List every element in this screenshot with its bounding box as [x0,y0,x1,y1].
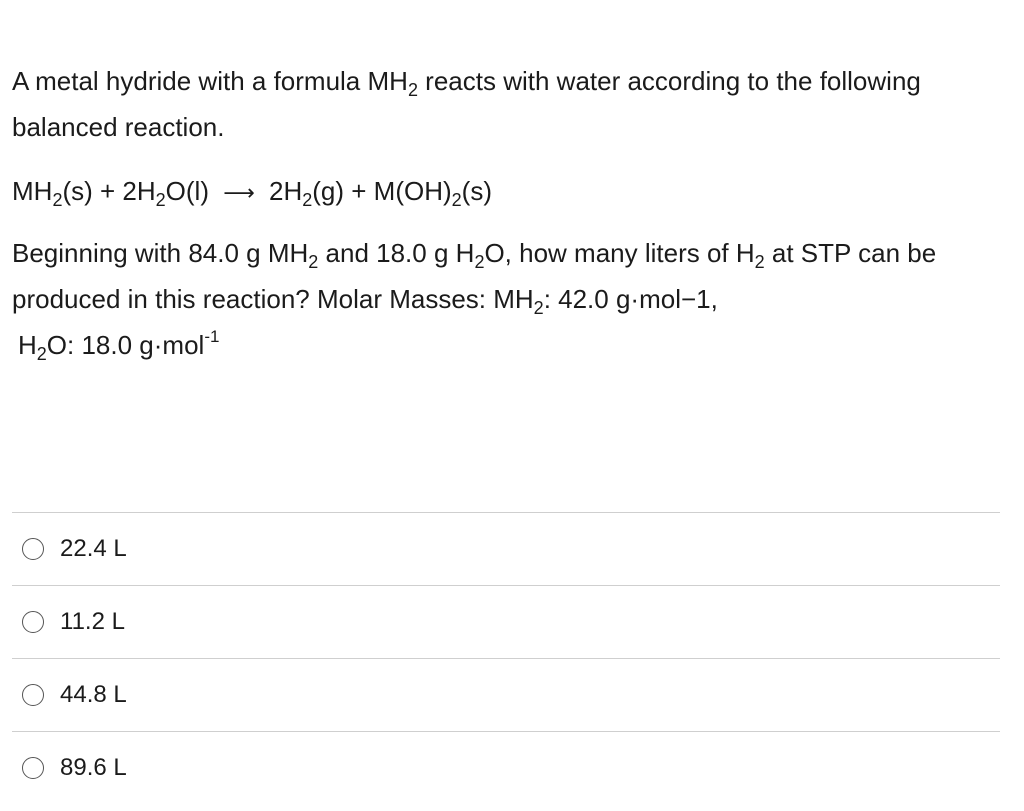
radio-button-icon[interactable] [22,611,44,633]
answer-option-label[interactable]: 22.4 L [60,535,127,562]
subscript: 2 [52,190,63,210]
prompt-text: O: 18.0 g·mol [46,330,205,360]
radio-button-icon[interactable] [22,757,44,779]
reaction-equation [12,168,1012,216]
prompt-text: O, how many liters of H [484,238,755,268]
reaction-arrow-icon: ⟶ [223,180,255,205]
subscript: 2 [155,190,166,210]
equation-text: (g) + M(OH) [312,176,452,206]
radio-button-icon[interactable] [22,538,44,560]
answer-options [12,512,1000,804]
question-text [12,58,1012,368]
answer-option-4[interactable] [12,731,1000,804]
molar-mass-water [12,322,1012,368]
answer-option-3[interactable] [12,658,1000,731]
answer-option-2[interactable] [12,585,1000,658]
answer-option-1[interactable] [12,512,1000,585]
equation-text: (s) [461,176,492,206]
subscript: 2 [754,252,765,272]
subscript: 2 [407,80,418,100]
subscript: 2 [302,190,313,210]
equation-text: (s) + 2H [62,176,156,206]
question-prompt [12,230,1012,322]
prompt-text: H [18,330,37,360]
prompt-text: and 18.0 g H [318,238,475,268]
answer-option-label[interactable]: 44.8 L [60,681,127,708]
prompt-text: Beginning with 84.0 g MH [12,238,309,268]
answer-option-label[interactable]: 89.6 L [60,754,127,781]
question-intro [12,58,1012,150]
subscript: 2 [533,298,544,318]
equation-text: O(l) [165,176,209,206]
radio-button-icon[interactable] [22,684,44,706]
superscript: -1 [204,327,220,346]
subscript: 2 [308,252,319,272]
subscript: 2 [36,344,47,364]
intro-text: A metal hydride with a formula MH [12,66,408,96]
subscript: 2 [451,190,462,210]
equation-text: MH [12,176,53,206]
intro-text: reacts with water according to the following balanced reaction. [12,66,921,142]
prompt-text: : 42.0 g·mol−1, [543,284,718,314]
equation-text: 2H [268,176,303,206]
prompt-text: at STP can be produced in this reaction? Molar Masses: MH [12,238,937,314]
answer-option-label[interactable]: 11.2 L [60,608,125,635]
subscript: 2 [474,252,485,272]
